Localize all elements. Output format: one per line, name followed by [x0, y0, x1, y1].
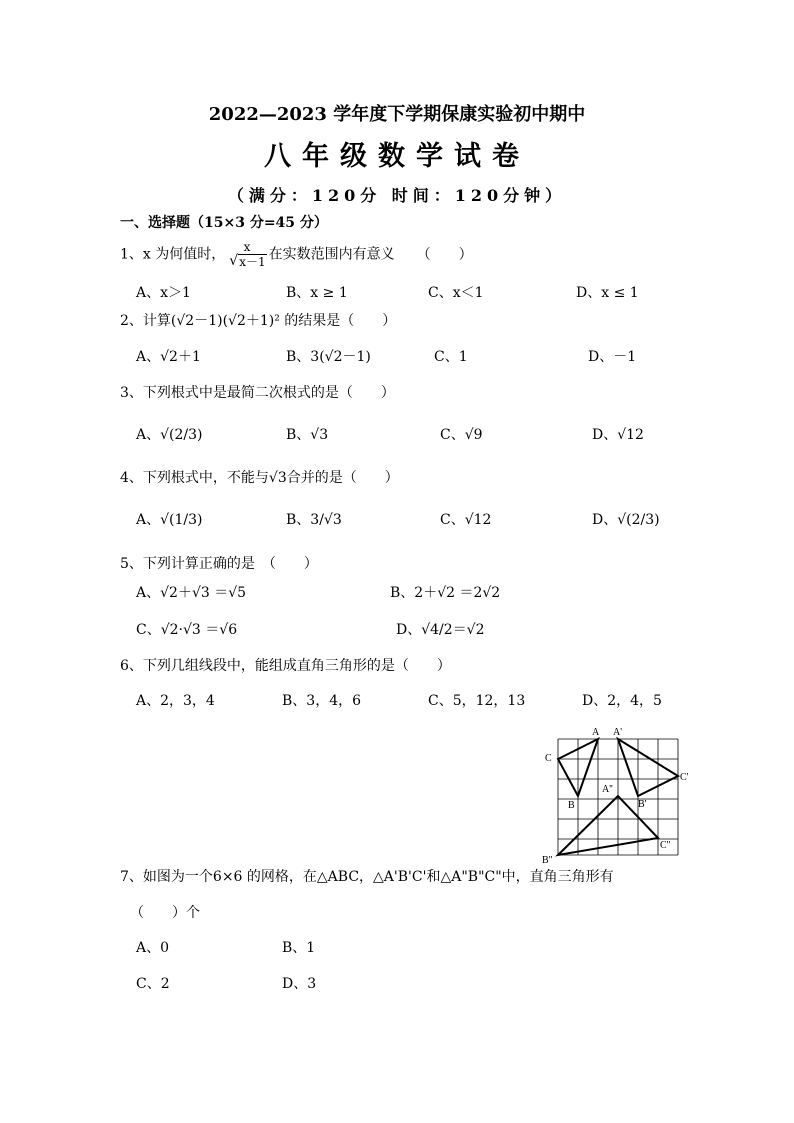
q1-suffix: 在实数范围内有意义: [268, 246, 395, 263]
q1-option-c: C、x＜1: [428, 285, 484, 301]
q7-option-b: B、1: [282, 940, 316, 956]
q7-option-c: C、2: [136, 976, 170, 992]
question-5: 5、下列计算正确的是 （ ）: [120, 556, 318, 572]
label-c-double-prime: C'': [660, 840, 671, 851]
q2-option-b: B、3(√2－1): [286, 349, 371, 365]
triangle-a1b1c1: [618, 739, 678, 796]
label-c: C: [545, 753, 552, 764]
q7-option-d: D、3: [282, 976, 317, 992]
school-line: 2022—2023 学年度下学期保康实验初中期中: [208, 104, 586, 125]
label-a-double-prime: A'': [602, 784, 613, 795]
question-6: 6、下列几组线段中，能组成直角三角形的是（ ）: [120, 658, 451, 674]
q3-option-d: D、√12: [592, 427, 644, 443]
q1-option-d: D、x ≤ 1: [576, 285, 639, 301]
q4-option-a: A、√(1/3): [136, 512, 203, 528]
q1-prefix: 1、x 为何值时，: [120, 246, 226, 263]
question-4: 4、下列根式中，不能与√3合并的是（ ）: [120, 470, 399, 486]
q7-option-a: A、0: [136, 940, 170, 956]
exam-info: （满分：120分 时间：120分钟）: [227, 186, 567, 205]
q1-denominator: √ x－1: [225, 255, 268, 269]
label-a: A: [592, 727, 600, 738]
q5-option-d: D、√4/2＝√2: [396, 622, 485, 638]
q6-option-b: B、3，4，6: [282, 693, 362, 709]
grid-figure: [540, 724, 700, 864]
q5-option-b: B、2＋√2 ＝2√2: [390, 585, 501, 601]
exam-title: 八年级数学试卷: [264, 141, 530, 172]
q5-option-c: C、√2·√3 ＝√6: [136, 622, 238, 638]
q3-option-a: A、√(2/3): [136, 427, 203, 443]
q1-answer-paren: （ ）: [416, 246, 473, 263]
q2-option-c: C、1: [434, 349, 468, 365]
q4-option-b: B、3/√3: [286, 512, 342, 528]
question-7: 7、如图为一个6×6 的网格，在△ABC，△A'B'C'和△A"B"C"中，直角三角形有: [120, 869, 614, 885]
question-2: 2、计算(√2－1)(√2＋1)² 的结果是（ ）: [120, 313, 397, 329]
q4-option-c: C、√12: [440, 512, 492, 528]
q6-option-c: C、5，12，13: [428, 693, 526, 709]
q3-option-c: C、√9: [440, 427, 483, 443]
label-b: B: [568, 800, 575, 811]
label-c-prime: C': [680, 772, 689, 783]
q6-option-d: D、2，4，5: [582, 693, 662, 709]
q2-option-a: A、√2＋1: [136, 349, 201, 365]
label-b-prime: B': [638, 799, 647, 810]
section-title: 一、选择题（15×3 分=45 分）: [120, 215, 328, 231]
question-1: [120, 240, 473, 269]
q6-option-a: A、2，3，4: [136, 693, 215, 709]
q3-option-b: B、√3: [286, 427, 329, 443]
question-7-paren: （ ）个: [130, 905, 200, 921]
q1-option-b: B、x ≥ 1: [286, 285, 348, 301]
q1-numerator: x: [243, 240, 251, 254]
label-a-prime: A': [613, 727, 623, 738]
q2-option-d: D、－1: [588, 349, 637, 365]
q1-option-a: A、x＞1: [136, 285, 191, 301]
q5-option-a: A、√2＋√3 ＝√5: [136, 585, 247, 601]
q1-fraction: [225, 240, 268, 269]
question-3: 3、下列根式中是最简二次根式的是（ ）: [120, 385, 395, 401]
label-b-double-prime: B'': [542, 855, 553, 864]
q4-option-d: D、√(2/3): [592, 512, 660, 528]
